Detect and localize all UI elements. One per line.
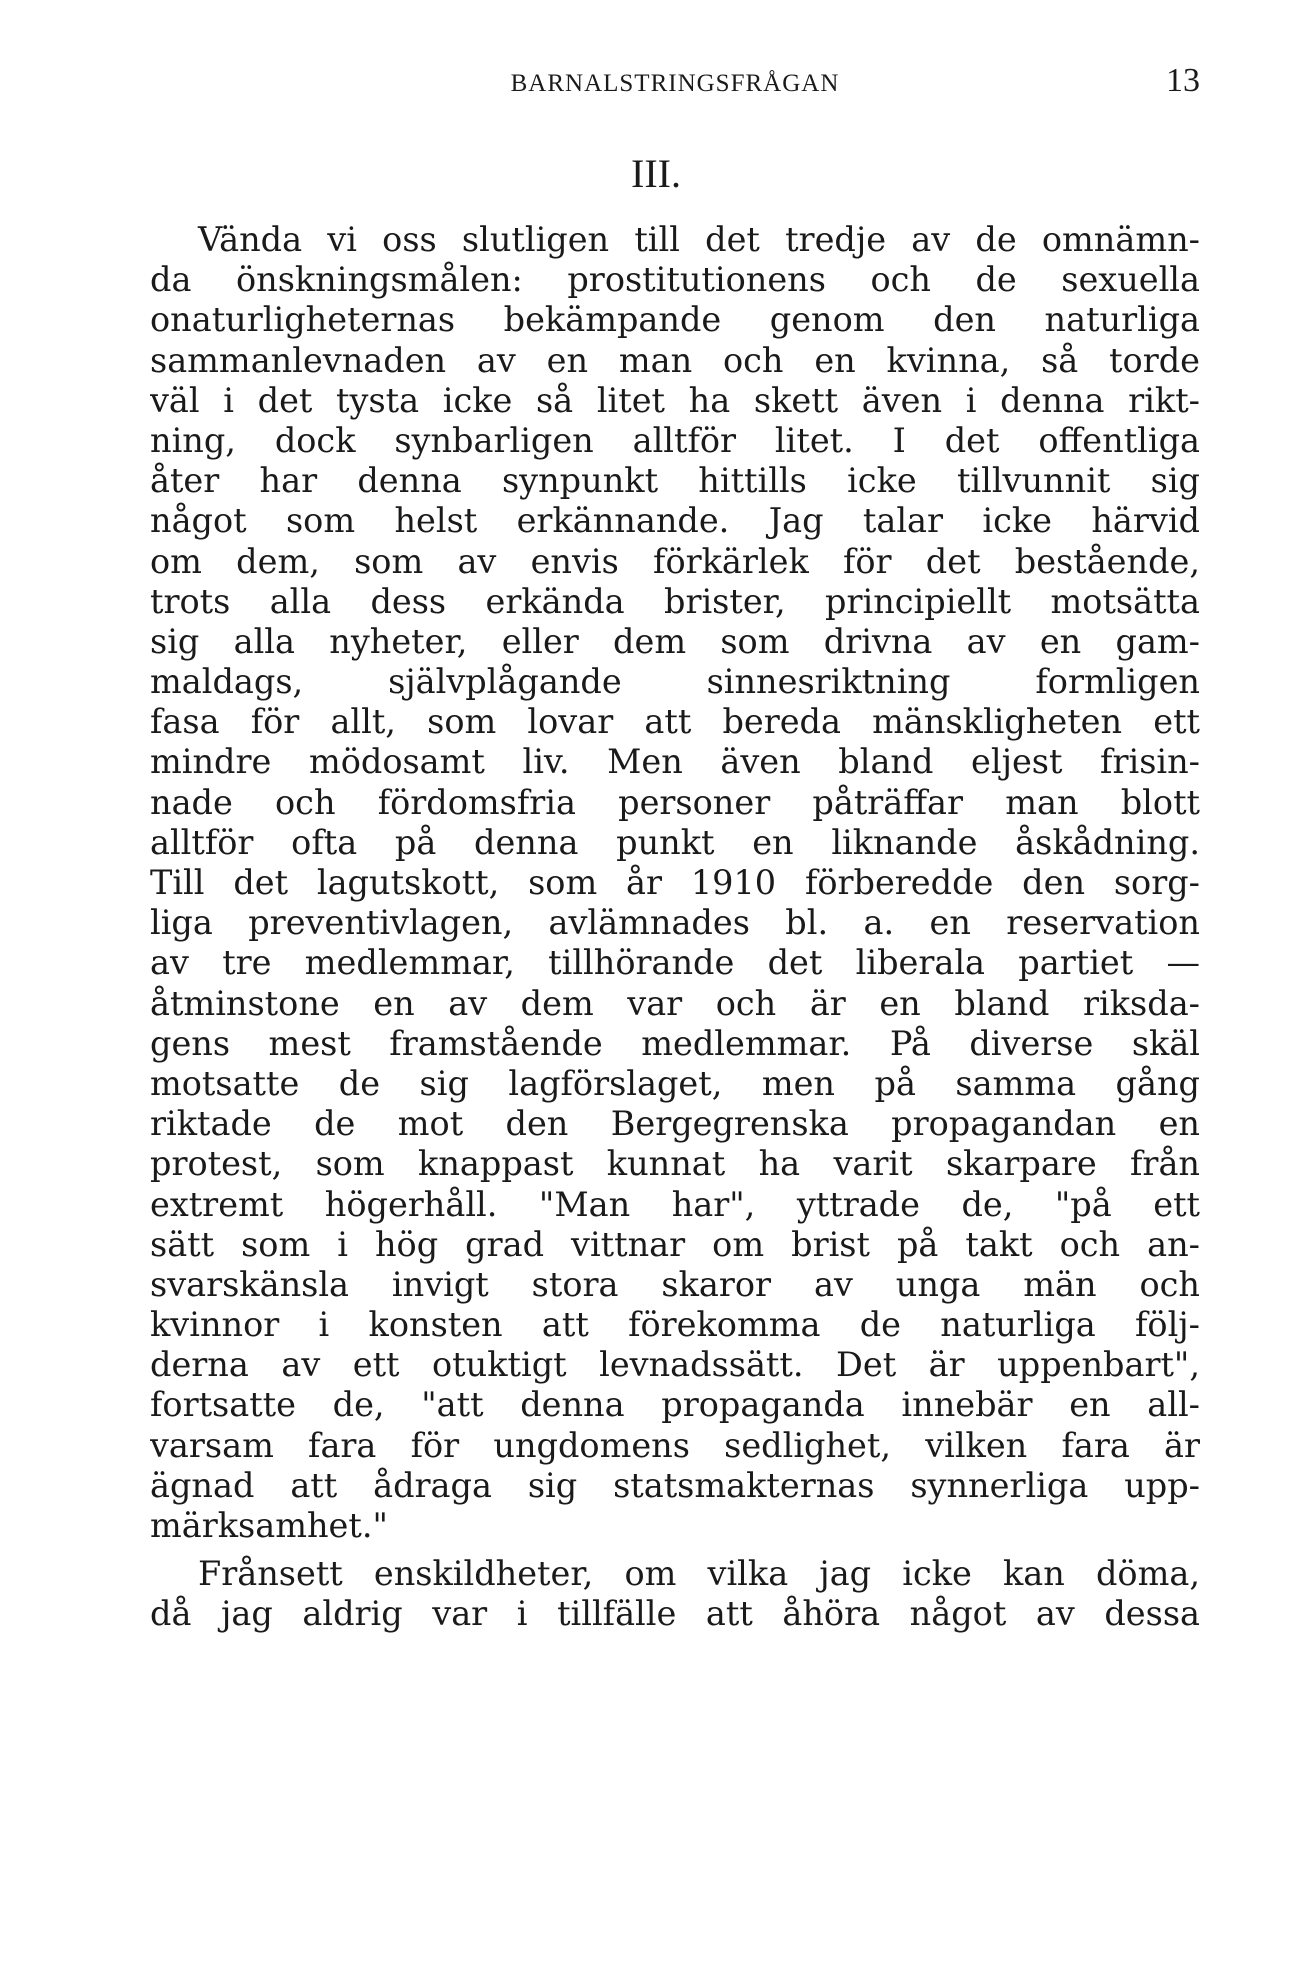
paragraph-2 — [150, 1554, 1200, 1634]
text-line: alltför ofta på denna punkt en liknande åskådning. — [150, 822, 1200, 862]
text-line: fortsatte de, "att denna propaganda innebär en all- — [150, 1385, 1200, 1425]
text-line: märksamhet." — [150, 1506, 388, 1545]
text-line: Frånsett enskildheter, om vilka jag icke kan döma, — [198, 1554, 1200, 1594]
text-line: trots alla dess erkända brister, principiellt motsätta — [150, 581, 1200, 621]
text-line: sammanlevnaden av en man och en kvinna, så torde — [150, 340, 1200, 380]
text-line: varsam fara för ungdomens sedlighet, vilken fara är — [150, 1425, 1200, 1465]
page-number: 13 — [1166, 62, 1200, 99]
text-line: derna av ett otuktigt levnadssätt. Det är uppenbart", — [150, 1345, 1200, 1385]
text-line: ägnad att ådraga sig statsmakternas synnerliga upp- — [150, 1465, 1200, 1505]
text-line: då jag aldrig var i tillfälle att åhöra något av dessa — [150, 1594, 1200, 1634]
text-line: sätt som i hög grad vittnar om brist på takt och an- — [150, 1224, 1200, 1264]
text-line: protest, som knappast kunnat ha varit skarpare från — [150, 1144, 1200, 1184]
text-line: åtminstone en av dem var och är en bland riksda- — [150, 983, 1200, 1023]
text-line: onaturligheternas bekämpande genom den naturliga — [150, 300, 1200, 340]
text-line: gens mest framstående medlemmar. På diverse skäl — [150, 1023, 1200, 1063]
text-line: fasa för allt, som lovar att bereda mänskligheten ett — [150, 702, 1200, 742]
text-line: mindre mödosamt liv. Men även bland eljest frisin- — [150, 742, 1200, 782]
text-line: Vända vi oss slutligen till det tredje av de omnämn- — [198, 220, 1200, 259]
text-line: om dem, som av envis förkärlek för det bestående, — [150, 541, 1200, 581]
text-line: riktade de mot den Bergegrenska propagandan en — [150, 1104, 1200, 1144]
text-line: väl i det tysta icke så litet ha skett även i denna rikt- — [150, 380, 1200, 420]
text-line: av tre medlemmar, tillhörande det liberala partiet — — [150, 943, 1200, 983]
text-line: liga preventivlagen, avlämnades bl. a. en reservation — [150, 903, 1200, 943]
text-line: kvinnor i konsten att förekomma de naturliga följ- — [150, 1305, 1200, 1345]
section-heading: III. — [631, 151, 681, 196]
text-line: ning, dock synbarligen alltför litet. I det offentliga — [150, 420, 1200, 460]
text-line: svarskänsla invigt stora skaror av unga män och — [150, 1264, 1200, 1304]
text-line: maldags, självplågande sinnesriktning formligen — [150, 662, 1200, 702]
paragraph-1 — [150, 220, 1200, 1546]
text-line: Till det lagutskott, som år 1910 förberedde den sorg- — [150, 863, 1200, 902]
running-header — [150, 62, 1200, 112]
body-text — [150, 220, 1200, 1635]
running-title: BARNALSTRINGSFRÅGAN — [510, 70, 840, 97]
text-line: extremt högerhåll. "Man har", yttrade de, "på ett — [150, 1184, 1200, 1224]
text-line: något som helst erkännande. Jag talar icke härvid — [150, 501, 1200, 541]
text-line: da önskningsmålen: prostitutionens och de sexuella — [150, 260, 1200, 300]
text-line: sig alla nyheter, eller dem som drivna av en gam- — [150, 621, 1200, 661]
text-line: motsatte de sig lagförslaget, men på samma gång — [150, 1063, 1200, 1103]
text-line: åter har denna synpunkt hittills icke tillvunnit sig — [150, 461, 1200, 501]
text-line: nade och fördomsfria personer påträffar man blott — [150, 782, 1200, 822]
